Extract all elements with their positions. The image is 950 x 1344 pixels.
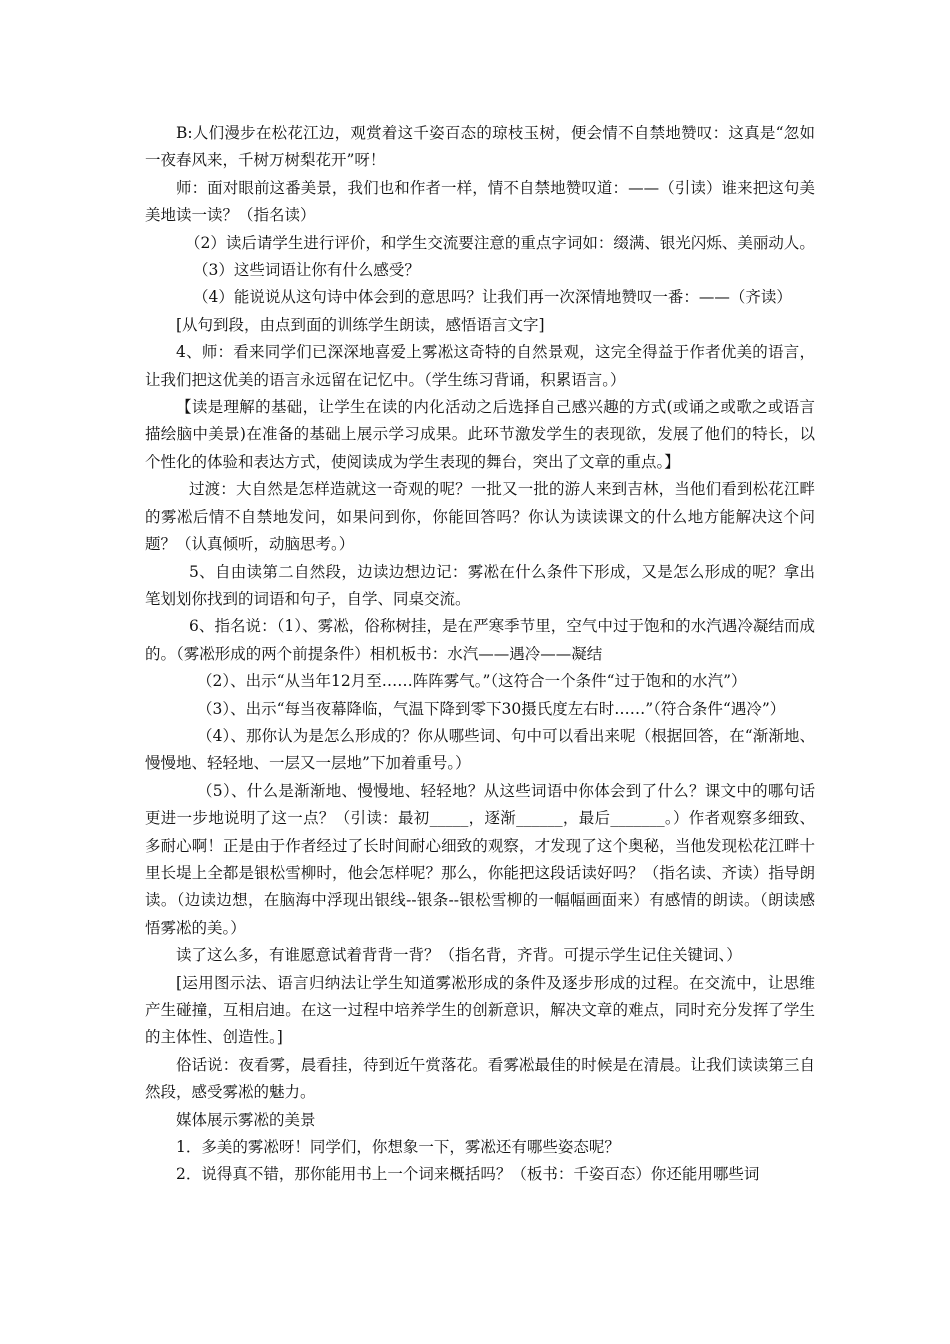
paragraph: （3）这些词语让你有什么感受？ [193, 261, 420, 280]
paragraph: （4）、那你认为是怎么形成的？你从哪些词、句中可以看出来呢（根据回答，在“渐渐地、慢慢地、轻轻地、一层又一层地”下加着重号。） [145, 726, 815, 773]
paragraph: （2）、出示“从当年12月至……阵阵雾气。”（这符合一个条件“过于饱和的水汽”） [197, 672, 747, 691]
paragraph: 2．说得真不错，那你能用书上一个词来概括吗？（板书：千姿百态）你还能用哪些词 [176, 1165, 760, 1184]
paragraph: 媒体展示雾凇的美景 [176, 1110, 316, 1129]
paragraph: （5）、什么是渐渐地、慢慢地、轻轻地？从这些词语中你体会到了什么？课文中的哪句话更进一步地说明了这一点？（引读：最初_____，逐渐______，最后_______。）作者观察多细致、多耐心啊！正是由于作者经过了长时间耐心细致的观察，才发现了这个奥秘，当他发现松花江畔十里长堤上全都是银松雪柳时，他会怎样呢？那么，你能把这段话读好吗？（指名读、齐读）指导朗读。（边读边想，在脑海中浮现出银线--银条--银松雪柳的一幅幅画面来）有感情的朗读。（朗读感悟雾凇的美。） [145, 781, 815, 937]
paragraph: 师：面对眼前这番美景，我们也和作者一样，情不自禁地赞叹道：——（引读）谁来把这句美美地读一读？（指名读） [145, 178, 815, 225]
paragraph: 4、师：看来同学们已深深地喜爱上雾凇这奇特的自然景观，这完全得益于作者优美的语言，让我们把这优美的语言永远留在记忆中。（学生练习背诵，积累语言。） [145, 343, 815, 389]
paragraph: [从句到段，由点到面的训练学生朗读，感悟语言文字] [176, 315, 545, 334]
paragraph: （3）、出示“每当夜幕降临，气温下降到零下30摄氏度左右时……”（符合条件“遇冷”） [197, 699, 786, 718]
document-body [145, 120, 815, 1189]
paragraph: （2）读后请学生进行评价，和学生交流要注意的重点字词如：缀满、银光闪烁、美丽动人。 [185, 233, 815, 252]
paragraph: 1．多美的雾凇呀！同学们，你想象一下，雾凇还有哪些姿态呢？ [176, 1138, 620, 1157]
paragraph: 俗话说：夜看雾，晨看挂，待到近午赏落花。看雾凇最佳的时候是在清晨。让我们读读第三自然段，感受雾凇的魅力。 [145, 1055, 815, 1102]
paragraph: 读了这么多，有谁愿意试着背背一背？（指名背，齐背。可提示学生记住关键词、） [176, 946, 742, 965]
paragraph: [运用图示法、语言归纳法让学生知道雾凇形成的条件及逐步形成的过程。在交流中，让思维产生碰撞，互相启迪。在这一过程中培养学生的创新意识，解决文章的难点，同时充分发挥了学生的主体性、创造性。] [145, 973, 815, 1047]
paragraph: B:人们漫步在松花江边，观赏着这千姿百态的琼枝玉树，便会情不自禁地赞叹：这真是“忽如一夜春风来，千树万树梨花开”呀！ [145, 124, 815, 170]
paragraph: 6、指名说：（1）、雾凇，俗称树挂，是在严寒季节里，空气中过于饱和的水汽遇冷凝结而成的。（雾凇形成的两个前提条件）相机板书：水汽——遇冷——凝结 [145, 617, 815, 663]
paragraph: 【读是理解的基础，让学生在读的内化活动之后选择自己感兴趣的方式(或诵之或歌之或语言描绘脑中美景)在准备的基础上展示学习成果。此环节激发学生的表现欲，发展了他们的特长，以个性化的体验和表达方式，使阅读成为学生表现的舞台，突出了文章的重点。】 [145, 398, 815, 471]
paragraph: （4）能说说从这句诗中体会到的意思吗？让我们再一次深情地赞叹一番：——（齐读） [193, 288, 792, 307]
paragraph: 过渡：大自然是怎样造就这一奇观的呢？一批又一批的游人来到吉林，当他们看到松花江畔的雾凇后情不自禁地发问，如果问到你，你能回答吗？你认为读读课文的什么地方能解决这个问题？（认真倾听，动脑思考。） [145, 480, 815, 554]
paragraph: 5、自由读第二自然段，边读边想边记：雾凇在什么条件下形成，又是怎么形成的呢？拿出笔划划你找到的词语和句子，自学、同桌交流。 [145, 562, 815, 608]
